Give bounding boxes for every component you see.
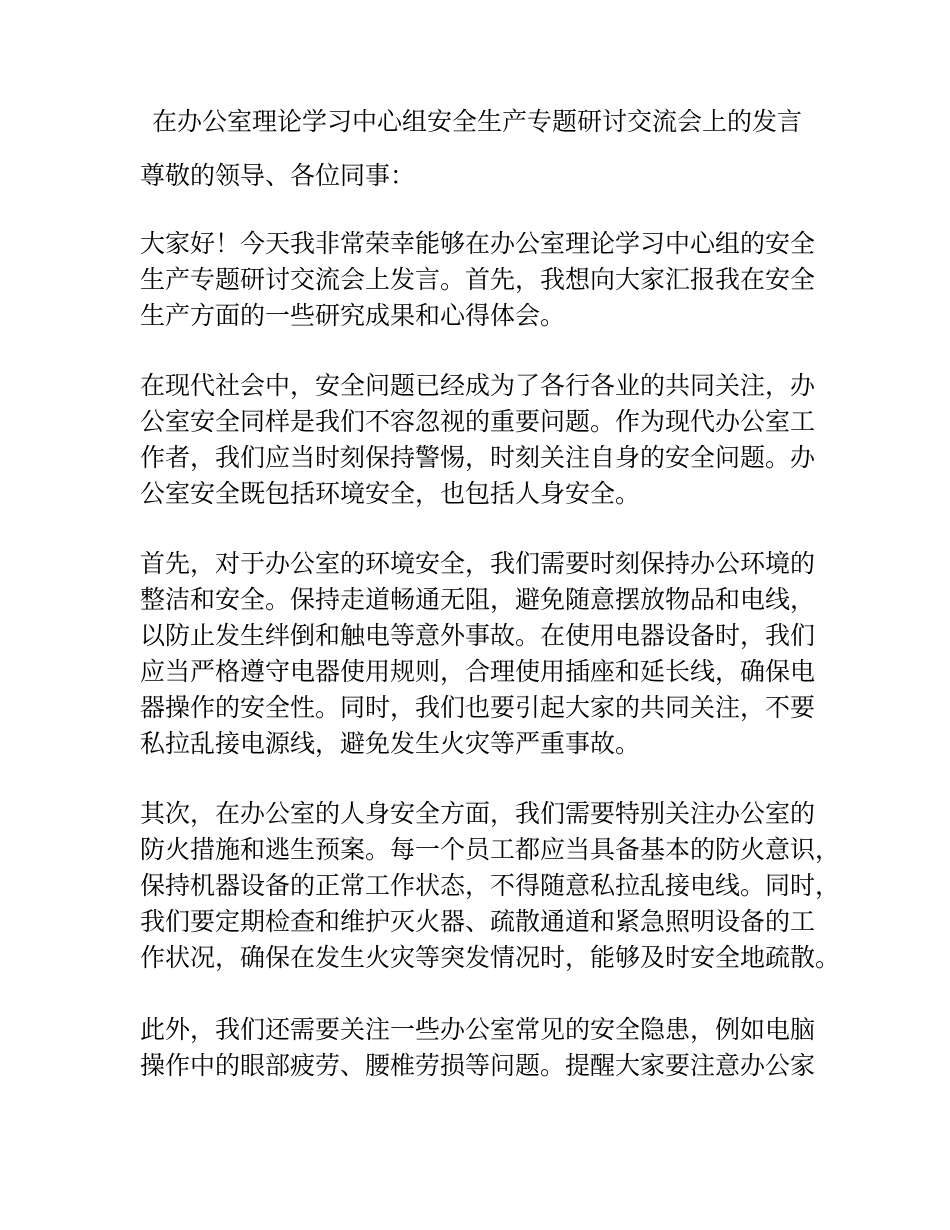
paragraph-line: 大家好！今天我非常荣幸能够在办公室理论学习中心组的安全	[140, 229, 816, 258]
paragraph-line: 整洁和安全。保持走道畅通无阻，避免随意摆放物品和电线，	[140, 585, 816, 614]
paragraph-line: 私拉乱接电源线，避免发生火灾等严重事故。	[140, 729, 641, 758]
paragraph-line: 其次，在办公室的人身安全方面，我们需要特别关注办公室的	[140, 799, 816, 828]
paragraph-line: 应当严格遵守电器使用规则，合理使用插座和延长线，确保电	[140, 657, 816, 686]
paragraph-line: 此外，我们还需要关注一些办公室常见的安全隐患，例如电脑	[140, 1015, 816, 1044]
paragraph-office-safety	[140, 368, 830, 512]
paragraph-personal-safety	[140, 796, 841, 976]
paragraph-environment-safety	[140, 546, 830, 762]
paragraph-line: 作状况，确保在发生火灾等突发情况时，能够及时安全地疏散。	[140, 943, 841, 972]
paragraph-line: 在现代社会中，安全问题已经成为了各行各业的共同关注，办	[140, 371, 816, 400]
paragraph-line: 生产专题研讨交流会上发言。首先，我想向大家汇报我在安全	[140, 265, 816, 294]
paragraph-line: 公室安全既包括环境安全，也包括人身安全。	[140, 479, 641, 508]
document-title: 在办公室理论学习中心组安全生产专题研讨交流会上的发言	[152, 107, 803, 136]
greeting-line: 尊敬的领导、各位同事：	[140, 161, 416, 190]
paragraph-line: 公室安全同样是我们不容忽视的重要问题。作为现代办公室工	[140, 407, 816, 436]
paragraph-line: 我们要定期检查和维护灭火器、疏散通道和紧急照明设备的工	[140, 907, 816, 936]
paragraph-line: 保持机器设备的正常工作状态，不得随意私拉乱接电线。同时，	[140, 871, 841, 900]
paragraph-intro	[140, 226, 830, 334]
paragraph-hazards	[140, 1012, 830, 1084]
paragraph-line: 生产方面的一些研究成果和心得体会。	[140, 301, 566, 330]
paragraph-line: 防火措施和逃生预案。每一个员工都应当具备基本的防火意识，	[140, 835, 841, 864]
paragraph-line: 首先，对于办公室的环境安全，我们需要时刻保持办公环境的	[140, 549, 816, 578]
paragraph-line: 以防止发生绊倒和触电等意外事故。在使用电器设备时，我们	[140, 621, 816, 650]
paragraph-line: 器操作的安全性。同时，我们也要引起大家的共同关注，不要	[140, 693, 816, 722]
paragraph-line: 操作中的眼部疲劳、腰椎劳损等问题。提醒大家要注意办公家	[140, 1051, 816, 1080]
paragraph-line: 作者，我们应当时刻保持警惕，时刻关注自身的安全问题。办	[140, 443, 816, 472]
